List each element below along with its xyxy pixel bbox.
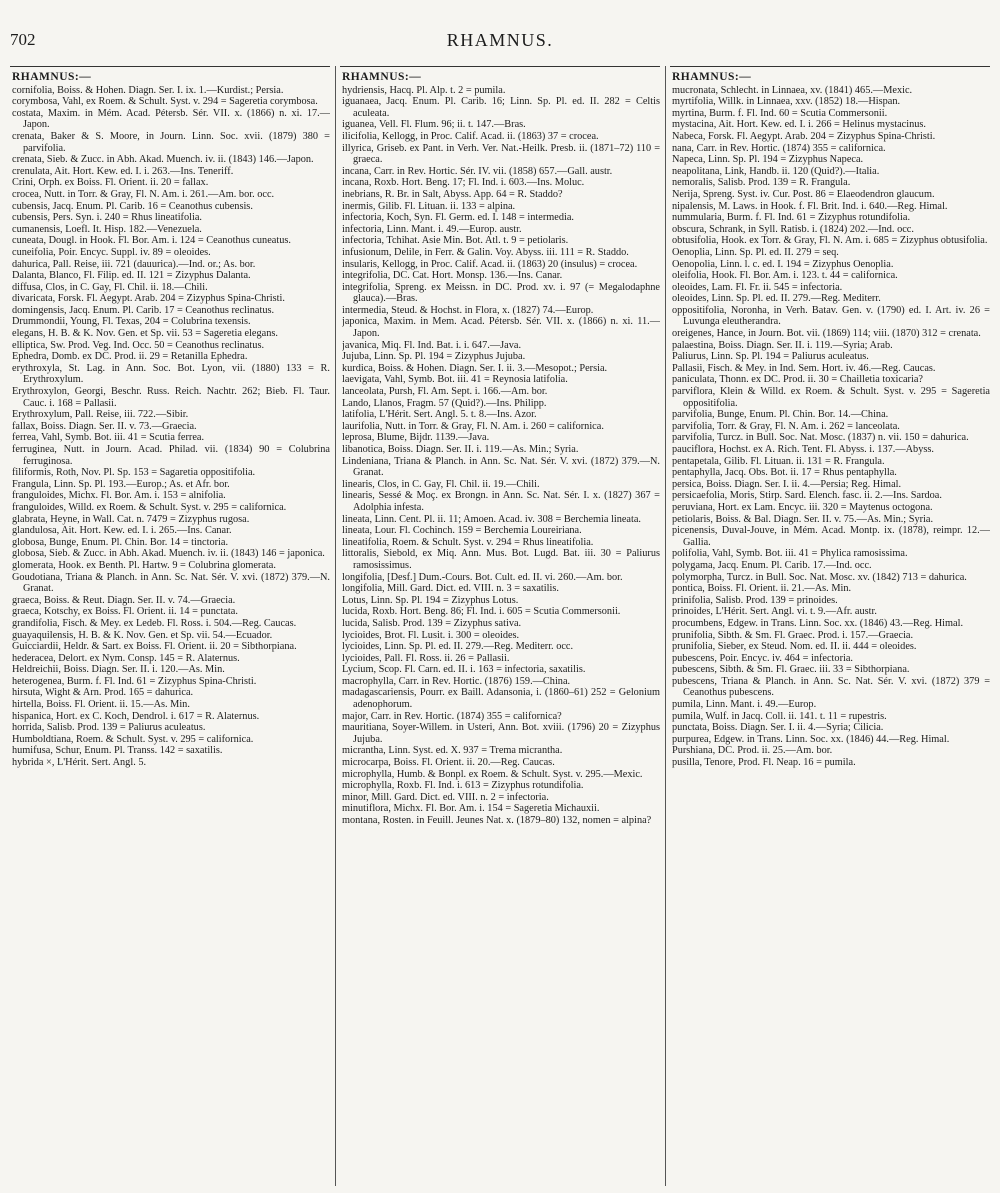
index-entry: domingensis, Jacq. Enum. Pl. Carib. 17 = Ceanothus reclinatus. xyxy=(12,304,275,316)
index-entry: erythroxyla, St. Lag. in Ann. Soc. Bot. Lyon, vii. (1880) 133 = R. Erythroxylum. xyxy=(12,362,330,386)
index-entry: elegans, H. B. & K. Nov. Gen. et Sp. vii. 53 = Sageretia elegans. xyxy=(12,328,278,340)
index-entry: linearis, Clos, in C. Gay, Fl. Chil. ii. 19.—Chili. xyxy=(342,478,540,490)
index-entry: pentaphylla, Jacq. Obs. Bot. ii. 17 = Rhus pentaphylla. xyxy=(672,467,897,479)
index-entry: pontica, Boiss. Fl. Orient. ii. 21.—As. Min. xyxy=(672,583,852,595)
page-number: 702 xyxy=(10,30,36,49)
index-entry: parvifolia, Torr. & Gray, Fl. N. Am. i. 262 = lanceolata. xyxy=(672,420,900,432)
index-entry: Goudotiana, Triana & Planch. in Ann. Sc. Nat. Sér. V. xvi. (1872) 379.—N. Granat. xyxy=(12,571,330,595)
index-entry: procumbens, Edgew. in Trans. Linn. Soc. xx. (1846) 43.—Reg. Himal. xyxy=(672,617,964,629)
index-entry: Purshiana, DC. Prod. ii. 25.—Am. bor. xyxy=(672,745,833,757)
index-entry: ferruginea, Nutt. in Journ. Acad. Philad. vii. (1834) 90 = Colubrina ferruginosa. xyxy=(12,444,330,467)
index-entry: pumila, Linn. Mant. i. 49.—Europ. xyxy=(672,699,817,711)
index-entry: filiformis, Roth, Nov. Pl. Sp. 153 = Sagaretia oppositifolia. xyxy=(12,467,256,479)
index-entry: cuneata, Dougl. in Hook. Fl. Bor. Am. i. 124 = Ceanothus cuneatus. xyxy=(12,235,291,247)
index-entry: divaricata, Forsk. Fl. Aegypt. Arab. 204 = Zizyphus Spina-Christi. xyxy=(12,293,285,305)
index-entry: fallax, Boiss. Diagn. Ser. II. v. 73.—Graecia. xyxy=(12,420,197,432)
page-header xyxy=(0,0,1000,62)
index-entry: prinifolia, Salisb. Prod. 139 = prinoides. xyxy=(672,594,838,606)
index-entry: major, Carr. in Rev. Hortic. (1874) 355 = californica? xyxy=(342,710,562,722)
index-entry: infusionum, Delile, in Ferr. & Galin. Voy. Abyss. iii. 111 = R. Staddo. xyxy=(342,246,629,258)
entry-list xyxy=(672,85,990,769)
index-entry: oreigenes, Hance, in Journ. Bot. vii. (1869) 114; viii. (1870) 312 = crenata. xyxy=(672,328,981,340)
index-entry: Oenopolia, Linn. l. c. ed. I. 194 = Zizyphus Oenoplia. xyxy=(672,258,894,270)
index-entry: mucronata, Schlecht. in Linnaea, xv. (1841) 465.—Mexic. xyxy=(672,84,913,96)
index-entry: pubescens, Triana & Planch. in Ann. Sc. Nat. Sér. V. xvi. (1872) 379 = Ceanothus pubescens. xyxy=(672,675,990,699)
index-entry: latifolia, L'Hérit. Sert. Angl. 5. t. 8.—Ins. Azor. xyxy=(342,409,537,421)
index-entry: Lindeniana, Triana & Planch. in Ann. Sc. Nat. Sér. V. xvi. (1872) 379.—N. Granat. xyxy=(342,455,660,479)
index-entry: glomerata, Hook. ex Benth. Pl. Hartw. 9 = Colubrina glomerata. xyxy=(12,559,276,571)
index-entry: hirtella, Boiss. Fl. Orient. ii. 15.—As. Min. xyxy=(12,699,190,711)
column-2 xyxy=(342,72,660,1187)
index-entry: Ephedra, Domb. ex DC. Prod. ii. 29 = Retanilla Ephedra. xyxy=(12,351,248,363)
index-entry: palaestina, Boiss. Diagn. Ser. II. i. 119.—Syria; Arab. xyxy=(672,339,893,351)
index-entry: globosa, Sieb. & Zucc. in Abh. Akad. Muench. iv. ii. (1843) 146 = japonica. xyxy=(12,548,325,560)
index-entry: crenata, Sieb. & Zucc. in Abh. Akad. Muench. iv. ii. (1843) 146.—Japon. xyxy=(12,154,314,166)
index-entry: Crini, Orph. ex Boiss. Fl. Orient. ii. 20 = fallax. xyxy=(12,177,209,189)
index-entry: Oenoplia, Linn. Sp. Pl. ed. II. 279 = seq. xyxy=(672,246,839,258)
index-entry: inermis, Gilib. Fl. Lituan. ii. 133 = alpina. xyxy=(342,200,516,212)
index-entry: iguanaea, Jacq. Enum. Pl. Carib. 16; Linn. Sp. Pl. ed. II. 282 = Celtis aculeata. xyxy=(342,96,660,119)
index-entry: lineata, Lour. Fl. Cochinch. 159 = Berchemia Loureiriana. xyxy=(342,525,582,537)
index-entry: hybrida ×, L'Hérit. Sert. Angl. 5. xyxy=(12,757,147,769)
index-entry: iguanea, Vell. Fl. Flum. 96; ii. t. 147.—Bras. xyxy=(342,119,526,131)
index-entry: franguloides, Michx. Fl. Bor. Am. i. 153 = alnifolia. xyxy=(12,490,226,502)
index-entry: integrifolia, DC. Cat. Hort. Monsp. 136.—Ins. Canar. xyxy=(342,270,563,282)
index-entry: microphylla, Humb. & Bonpl. ex Roem. & Schult. Syst. v. 295.—Mexic. xyxy=(342,768,643,780)
index-entry: prinoides, L'Hérit. Sert. Angl. vi. t. 9.—Afr. austr. xyxy=(672,606,877,618)
index-entry: inebrians, R. Br. in Salt, Abyss. App. 64 = R. Staddo? xyxy=(342,188,563,200)
index-entry: insularis, Kellogg, in Proc. Calif. Acad. ii. (1863) 20 (insulus) = crocea. xyxy=(342,258,638,270)
index-entry: microphylla, Roxb. Fl. Ind. i. 613 = Zizyphus rotundifolia. xyxy=(342,780,584,792)
index-entry: cubensis, Pers. Syn. i. 240 = Rhus lineatifolia. xyxy=(12,212,202,224)
index-entry: Lotus, Linn. Sp. Pl. 194 = Zizyphus Lotus. xyxy=(342,594,519,606)
index-entry: lanceolata, Pursh, Fl. Am. Sept. i. 166.—Am. bor. xyxy=(342,386,548,398)
index-entry: incana, Carr. in Rev. Hortic. Sér. IV. vii. (1858) 657.—Gall. austr. xyxy=(342,165,613,177)
index-entry: lineatifolia, Roem. & Schult. Syst. v. 294 = Rhus lineatifolia. xyxy=(342,536,594,548)
index-entry: franguloides, Willd. ex Roem. & Schult. Syst. v. 295 = californica. xyxy=(12,501,287,513)
index-entry: littoralis, Siebold, ex Miq. Ann. Mus. Bot. Lugd. Bat. iii. 30 = Paliurus ramosissimus. xyxy=(342,548,660,571)
index-entry: oleifolia, Hook. Fl. Bor. Am. i. 123. t. 44 = californica. xyxy=(672,270,898,282)
column-1 xyxy=(12,72,330,1187)
index-entry: myrtina, Burm. f. Fl. Ind. 60 = Scutia Commersonii. xyxy=(672,107,888,119)
index-entry: libanotica, Boiss. Diagn. Ser. II. i. 119.—As. Min.; Syria. xyxy=(342,444,579,455)
index-entry: lycioides, Pall. Fl. Ross. ii. 26 = Pallasii. xyxy=(342,652,510,664)
index-entry: hydriensis, Hacq. Pl. Alp. t. 2 = pumila. xyxy=(342,84,506,96)
index-entry: laurifolia, Nutt. in Torr. & Gray, Fl. N. Am. i. 260 = californica. xyxy=(342,420,604,432)
index-entry: infectoria, Koch, Syn. Fl. Germ. ed. I. 148 = intermedia. xyxy=(342,212,574,224)
index-entry: purpurea, Edgew. in Trans. Linn. Soc. xx. (1846) 44.—Reg. Himal. xyxy=(672,733,950,745)
index-entry: elliptica, Sw. Prod. Veg. Ind. Occ. 50 = Ceanothus reclinatus. xyxy=(12,339,265,351)
index-entry: humifusa, Schur, Enum. Pl. Transs. 142 = saxatilis. xyxy=(12,745,223,757)
index-entry: Guicciardii, Heldr. & Sart. ex Boiss. Fl. Orient. ii. 20 = Sibthorpiana. xyxy=(12,641,297,653)
index-entry: pubescens, Sibth. & Sm. Fl. Graec. iii. 33 = Sibthorpiana. xyxy=(672,664,910,676)
index-entry: crenulata, Ait. Hort. Kew. ed. I. i. 263.—Ins. Teneriff. xyxy=(12,165,234,177)
index-entry: hederacea, Delort. ex Nym. Consp. 145 = R. Alaternus. xyxy=(12,652,240,664)
index-entry: japonica, Maxim. in Mem. Acad. Pétersb. Sér. VII. x. (1866) n. xi. 11.—Japon. xyxy=(342,316,660,340)
index-entry: cornifolia, Boiss. & Hohen. Diagn. Ser. I. ix. 1.—Kurdist.; Persia. xyxy=(12,84,284,96)
index-entry: neapolitana, Link, Handb. ii. 120 (Quid?).—Italia. xyxy=(672,165,880,177)
index-entry: infectoria, Linn. Mant. i. 49.—Europ. austr. xyxy=(342,223,522,235)
column-divider xyxy=(665,66,666,1186)
index-entry: peruviana, Hort. ex Lam. Encyc. iii. 320 = Maytenus octogona. xyxy=(672,501,933,513)
index-entry: laevigata, Vahl, Symb. Bot. iii. 41 = Reynosia latifolia. xyxy=(342,374,568,386)
index-entry: mystacina, Ait. Hort. Kew. ed. I. i. 266 = Helinus mystacinus. xyxy=(672,119,926,131)
index-entry: lucida, Roxb. Hort. Beng. 86; Fl. Ind. i. 605 = Scutia Commersonii. xyxy=(342,606,621,618)
index-entry: dahurica, Pall. Reise, iii. 721 (dauurica).—Ind. or.; As. bor. xyxy=(12,258,256,270)
index-entry: cubensis, Jacq. Enum. Pl. Carib. 16 = Ceanothus cubensis. xyxy=(12,200,253,212)
index-entry: parviflora, Klein & Willd. ex Roem. & Schult. Syst. v. 295 = Sageretia oppositifolia. xyxy=(672,386,990,409)
index-entry: macrophylla, Carr. in Rev. Hortic. (1876) 159.—China. xyxy=(342,675,571,687)
index-entry: hispanica, Hort. ex C. Koch, Dendrol. i. 617 = R. Alaternus. xyxy=(12,710,260,722)
index-entry: punctata, Boiss. Diagn. Ser. I. ii. 4.—Syria; Cilicia. xyxy=(672,722,884,734)
index-entry: polifolia, Vahl, Symb. Bot. iii. 41 = Phylica ramosissima. xyxy=(672,548,908,560)
index-entry: hirsuta, Wight & Arn. Prod. 165 = dahurica. xyxy=(12,687,194,699)
index-entry: globosa, Bunge, Enum. Pl. Chin. Bor. 14 = tinctoria. xyxy=(12,536,229,548)
index-entry: Lycium, Scop. Fl. Carn. ed. II. i. 163 = infectoria, saxatilis. xyxy=(342,664,586,676)
index-entry: Drummondii, Young, Fl. Texas, 204 = Colubrina texensis. xyxy=(12,316,251,328)
entry-list xyxy=(12,85,330,769)
column-divider xyxy=(335,66,336,1186)
index-entry: costata, Maxim. in Mém. Acad. Pétersb. Sér. VII. x. (1866) n. xi. 17.—Japon. xyxy=(12,107,330,131)
index-entry: crocea, Nutt. in Torr. & Gray, Fl. N. Am. i. 261.—Am. bor. occ. xyxy=(12,188,275,200)
index-entry: microcarpa, Boiss. Fl. Orient. ii. 20.—Reg. Caucas. xyxy=(342,757,555,769)
index-entry: integrifolia, Spreng. ex Meissn. in DC. Prod. xv. i. 97 (= Megalodaphne glauca).—Bras. xyxy=(342,281,660,305)
index-entry: myrtifolia, Willk. in Linnaea, xxv. (1852) 18.—Hispan. xyxy=(672,96,901,108)
column-heading: RHAMNUS:— xyxy=(672,72,752,83)
index-entry: Pallasii, Fisch. & Mey. in Ind. Sem. Hort. iv. 46.—Reg. Caucas. xyxy=(672,362,936,374)
index-entry: Lando, Llanos, Fragm. 57 (Quid?).—Ins. Philipp. xyxy=(342,397,547,409)
index-entry: montana, Rosten. in Feuill. Jeunes Nat. x. (1879–80) 132, nomen = alpina? xyxy=(342,815,652,826)
column-heading: RHAMNUS:— xyxy=(342,72,422,83)
index-entry: Nerija, Spreng. Syst. iv. Cur. Post. 86 = Elaeodendron glaucum. xyxy=(672,188,935,200)
index-entry: obscura, Schrank, in Syll. Ratisb. i. (1824) 202.—Ind. occ. xyxy=(672,223,914,235)
column-rule xyxy=(670,66,990,67)
index-entry: parvifolia, Bunge, Enum. Pl. Chin. Bor. 14.—China. xyxy=(672,409,889,421)
index-entry: prunifolia, Sibth. & Sm. Fl. Graec. Prod. i. 157.—Graecia. xyxy=(672,629,914,641)
index-entry: ferrea, Vahl, Symb. Bot. iii. 41 = Scutia ferrea. xyxy=(12,432,205,444)
index-entry: parvifolia, Turcz. in Bull. Soc. Nat. Mosc. (1837) n. vii. 150 = dahurica. xyxy=(672,432,969,444)
index-entry: infectoria, Tchihat. Asie Min. Bot. Atl. t. 9 = petiolaris. xyxy=(342,235,569,247)
index-entry: ilicifolia, Kellogg, in Proc. Calif. Acad. ii. (1863) 37 = crocea. xyxy=(342,130,599,142)
index-entry: nipalensis, M. Laws. in Hook. f. Fl. Brit. Ind. i. 640.—Reg. Himal. xyxy=(672,200,948,212)
entry-list xyxy=(342,85,660,827)
index-entry: leprosa, Blume, Bijdr. 1139.—Java. xyxy=(342,432,490,444)
index-entry: madagascariensis, Pourr. ex Baill. Adansonia, i. (1860–61) 252 = Gelonium adenophorum. xyxy=(342,687,660,711)
index-entry: guayaquilensis, H. B. & K. Nov. Gen. et Sp. vii. 54.—Ecuador. xyxy=(12,629,273,641)
index-entry: Jujuba, Linn. Sp. Pl. 194 = Zizyphus Jujuba. xyxy=(342,351,526,363)
index-entry: persica, Boiss. Diagn. Ser. I. ii. 4.—Persia; Reg. Himal. xyxy=(672,478,902,490)
index-entry: petiolaris, Boiss. & Bal. Diagn. Ser. II. v. 75.—As. Min.; Syria. xyxy=(672,513,934,525)
index-entry: oleoides, Lam. Fl. Fr. ii. 545 = infectoria. xyxy=(672,281,843,293)
index-entry: illyrica, Griseb. ex Pant. in Verh. Ver. Nat.-Heilk. Presb. ii. (1871–72) 110 = graeca. xyxy=(342,142,660,166)
column-rule xyxy=(10,66,330,67)
index-entry: horrida, Salisb. Prod. 139 = Paliurus aculeatus. xyxy=(12,722,206,734)
index-entry: heterogenea, Burm. f. Fl. Ind. 61 = Zizyphus Spina-Christi. xyxy=(12,675,257,687)
index-entry: paniculata, Thonn. ex DC. Prod. ii. 30 = Chailletia toxicaria? xyxy=(672,374,923,386)
index-entry: pauciflora, Hochst. ex A. Rich. Tent. Fl. Abyss. i. 137.—Abyss. xyxy=(672,444,934,455)
index-entry: glabrata, Heyne, in Wall. Cat. n. 7479 = Zizyphus rugosa. xyxy=(12,513,250,525)
index-entry: Napeca, Linn. Sp. Pl. 194 = Zizyphus Napeca. xyxy=(672,154,864,166)
running-head: RHAMNUS. xyxy=(446,30,554,50)
index-entry: persicaefolia, Moris, Stirp. Sard. Elench. fasc. ii. 2.—Ins. Sardoa. xyxy=(672,490,942,502)
index-entry: lucida, Salisb. Prod. 139 = Zizyphus sativa. xyxy=(342,617,522,629)
index-entry: minor, Mill. Gard. Dict. ed. VIII. n. 2 = infectoria. xyxy=(342,791,549,803)
index-entry: crenata, Baker & S. Moore, in Journ. Linn. Soc. xvii. (1879) 380 = parvifolia. xyxy=(12,130,330,154)
index-entry: glandulosa, Ait. Hort. Kew. ed. I. i. 265.—Ins. Canar. xyxy=(12,525,232,537)
index-entry: Humboldtiana, Roem. & Schult. Syst. v. 295 = californica. xyxy=(12,733,254,745)
index-entry: graeca, Boiss. & Reut. Diagn. Ser. II. v. 74.—Graecia. xyxy=(12,594,236,606)
index-entry: longifolia, Mill. Gard. Dict. ed. VIII. n. 3 = saxatilis. xyxy=(342,583,559,595)
index-entry: pusilla, Tenore, Prod. Fl. Neap. 16 = pumila. xyxy=(672,757,856,769)
index-entry: lycioides, Linn. Sp. Pl. ed. II. 279.—Reg. Mediterr. occ. xyxy=(342,641,574,653)
index-entry: picenensis, Duval-Jouve, in Mém. Acad. Montp. ix. (1878), reimpr. 12.—Gallia. xyxy=(672,525,990,548)
index-entry: Erythroxylum, Pall. Reise, iii. 722.—Sibir. xyxy=(12,409,189,421)
index-entry: Paliurus, Linn. Sp. Pl. 194 = Paliurus aculeatus. xyxy=(672,351,869,363)
index-entry: nana, Carr. in Rev. Hortic. (1874) 355 = californica. xyxy=(672,142,886,154)
index-entry: polygama, Jacq. Enum. Pl. Carib. 17.—Ind. occ. xyxy=(672,559,872,571)
index-entry: Dalanta, Blanco, Fl. Filip. ed. II. 121 = Zizyphus Dalanta. xyxy=(12,270,251,282)
index-entry: obtusifolia, Hook. ex Torr. & Gray, Fl. N. Am. i. 685 = Zizyphus obtusifolia. xyxy=(672,235,988,247)
index-entry: kurdica, Boiss. & Hohen. Diagn. Ser. I. ii. 3.—Mesopot.; Persia. xyxy=(342,362,608,374)
index-entry: linearis, Sessé & Moç. ex Brongn. in Ann. Sc. Nat. Sér. I. x. (1827) 367 = Adolphia infesta. xyxy=(342,490,660,513)
index-entry: javanica, Miq. Fl. Ind. Bat. i. i. 647.—Java. xyxy=(342,339,522,351)
index-entry: nummularia, Burm. f. Fl. Ind. 61 = Zizyphus rotundifolia. xyxy=(672,212,911,224)
index-entry: pentapetala, Gilib. Fl. Lituan. ii. 131 = R. Frangula. xyxy=(672,455,885,467)
index-entry: Nabeca, Forsk. Fl. Aegypt. Arab. 204 = Zizyphus Spina-Christi. xyxy=(672,130,936,142)
index-entry: grandifolia, Fisch. & Mey. ex Ledeb. Fl. Ross. i. 504.—Reg. Caucas. xyxy=(12,617,297,629)
index-entry: cuneifolia, Poir. Encyc. Suppl. iv. 89 = oleoides. xyxy=(12,246,211,258)
index-entry: nemoralis, Salisb. Prod. 139 = R. Frangula. xyxy=(672,177,851,189)
index-entry: Erythroxylon, Georgi, Beschr. Russ. Reich. Nachtr. 262; Bieb. Fl. Taur. Cauc. i. 168 = Pallasii. xyxy=(12,386,330,409)
index-entry: incana, Roxb. Hort. Beng. 17; Fl. Ind. i. 603.—Ins. Moluc. xyxy=(342,177,585,189)
index-entry: oleoides, Linn. Sp. Pl. ed. II. 279.—Reg. Mediterr. xyxy=(672,293,881,305)
column-rule xyxy=(340,66,660,67)
index-entry: pumila, Wulf. in Jacq. Coll. ii. 141. t. 11 = rupestris. xyxy=(672,710,887,722)
index-entry: Heldreichii, Boiss. Diagn. Ser. II. i. 120.—As. Min. xyxy=(12,664,225,676)
index-entry: micrantha, Linn. Syst. ed. X. 937 = Trema micrantha. xyxy=(342,745,563,757)
index-entry: Frangula, Linn. Sp. Pl. 193.—Europ.; As. et Afr. bor. xyxy=(12,478,230,490)
index-entry: lineata, Linn. Cent. Pl. ii. 11; Amoen. Acad. iv. 308 = Berchemia lineata. xyxy=(342,513,642,525)
index-entry: oppositifolia, Noronha, in Verh. Batav. Gen. v. (1790) ed. I. Art. iv. 26 = Luvunga eleutherandra. xyxy=(672,304,990,328)
index-entry: polymorpha, Turcz. in Bull. Soc. Nat. Mosc. xv. (1842) 713 = dahurica. xyxy=(672,571,967,583)
column-heading: RHAMNUS:— xyxy=(12,72,92,83)
index-entry: mauritiana, Soyer-Willem. in Usteri, Ann. Bot. xviii. (1796) 20 = Zizyphus Jujuba. xyxy=(342,722,660,745)
index-entry: corymbosa, Vahl, ex Roem. & Schult. Syst. v. 294 = Sageretia corymbosa. xyxy=(12,96,318,108)
index-entry: lycioides, Brot. Fl. Lusit. i. 300 = oleoides. xyxy=(342,629,520,641)
index-entry: longifolia, [Desf.] Dum.-Cours. Bot. Cult. ed. II. vi. 260.—Am. bor. xyxy=(342,571,623,583)
index-entry: graeca, Kotschy, ex Boiss. Fl. Orient. ii. 14 = punctata. xyxy=(12,606,238,618)
index-entry: minutiflora, Michx. Fl. Bor. Am. i. 154 = Sageretia Michauxii. xyxy=(342,803,600,815)
index-entry: pubescens, Poir. Encyc. iv. 464 = infectoria. xyxy=(672,652,853,664)
index-entry: diffusa, Clos, in C. Gay, Fl. Chil. ii. 18.—Chili. xyxy=(12,281,208,293)
index-entry: cumanensis, Loefl. It. Hisp. 182.—Venezuela. xyxy=(12,223,202,235)
index-entry: intermedia, Steud. & Hochst. in Flora, x. (1827) 74.—Europ. xyxy=(342,304,594,316)
index-entry: prunifolia, Sieber, ex Steud. Nom. ed. II. ii. 444 = oleoides. xyxy=(672,641,917,653)
column-3 xyxy=(672,72,990,1187)
